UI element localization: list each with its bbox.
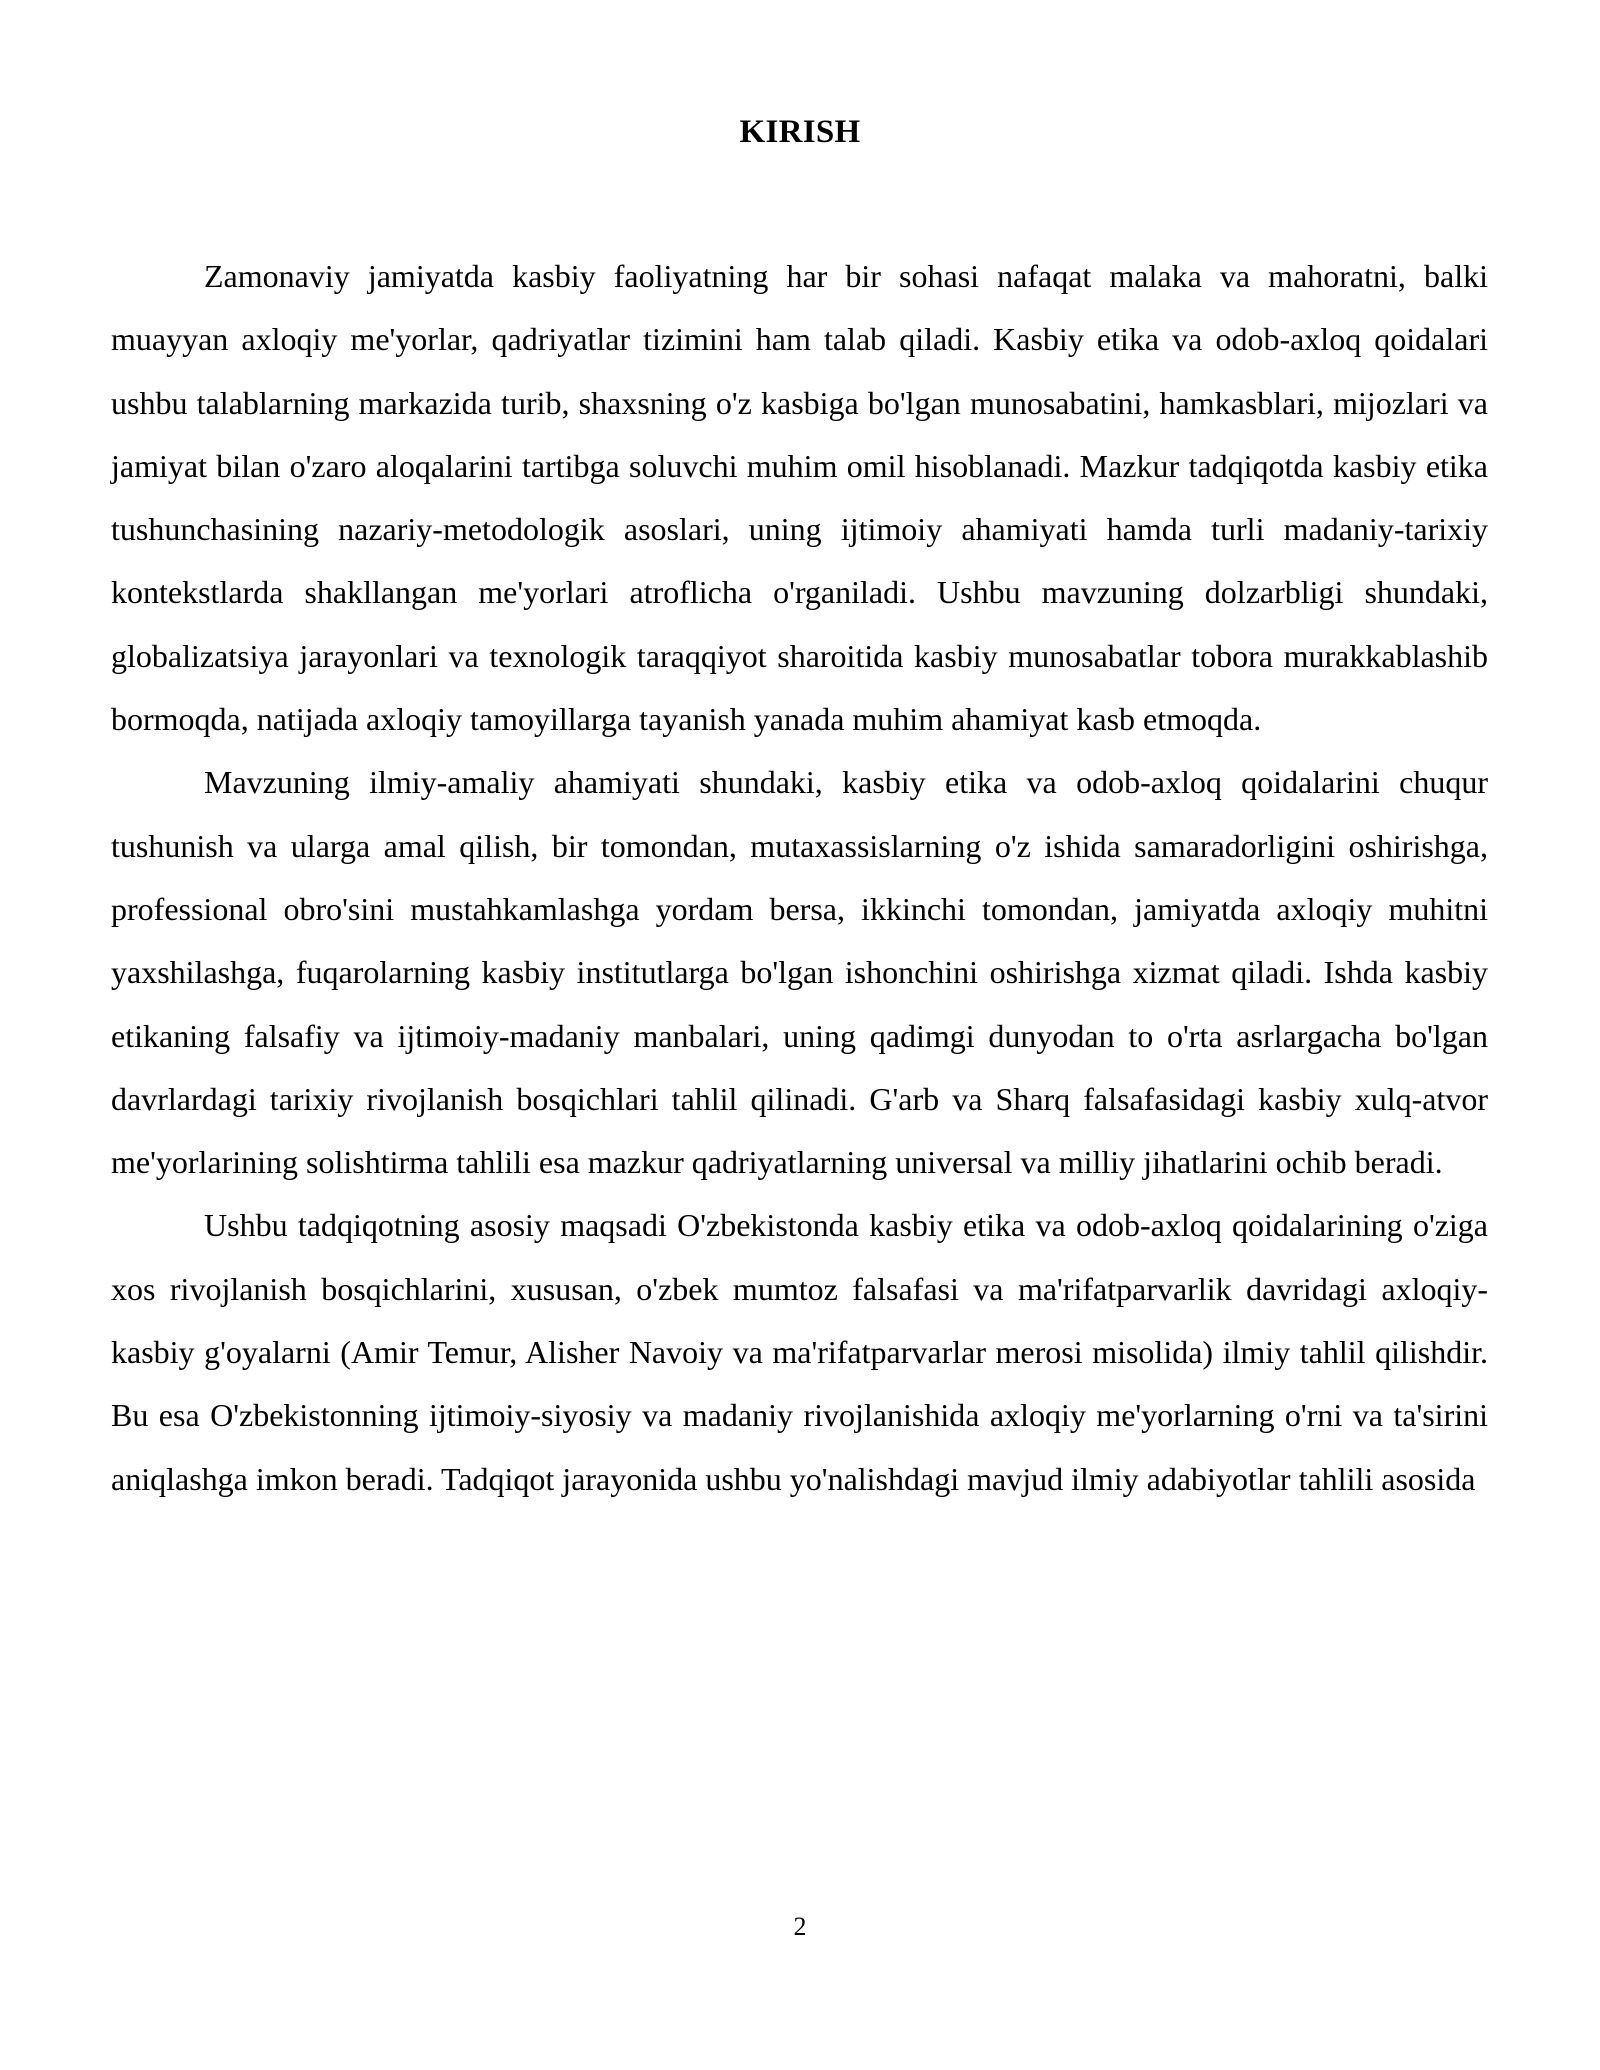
paragraph-1: Zamonaviy jamiyatda kasbiy faoliyatning har bir sohasi nafaqat malaka va mahoratni, balki muayyan axloqiy me'yorlar, qadriyatlar tizimini ham talab qiladi. Kasbiy etika va odob-axloq qoidalari ushbu talablarning markazida turib, shaxsning o'z kasbiga bo'lgan munosabatini, hamkasblari, mijozlari va jamiyat bilan o'zaro aloqalarini tartibga soluvchi muhim omil hisoblanadi. Mazkur tadqiqotda kasbiy etika tushunchasining nazariy-metodologik asoslari, uning ijtimoiy ahamiyati hamda turli madaniy-tarixiy kontekstlarda shakllangan me'yorlari atroflicha o'rganiladi. Ushbu mavzuning dolzarbligi shundaki, globalizatsiya jarayonlari va texnologik taraqqiyot sharoitida kasbiy munosabatlar tobora murakkablashib bormoqda, natijada axloqiy tamoyillarga tayanish yanada muhim ahamiyat kasb etmoqda. [111,258,1488,738]
page-number: 2 [793,1912,807,1941]
paragraph-2: Mavzuning ilmiy-amaliy ahamiyati shundaki, kasbiy etika va odob-axloq qoidalarini chuqur tushunish va ularga amal qilish, bir tomondan, mutaxassislarning o'z ishida samaradorligini oshirishga, professional obro'sini mustahkamlashga yordam bersa, ikkinchi tomondan, jamiyatda axloqiy muhitni yaxshilashga, fuqarolarning kasbiy institutlarga bo'lgan ishonchini oshirishga xizmat qiladi. Ishda kasbiy etikaning falsafiy va ijtimoiy-madaniy manbalari, uning qadimgi dunyodan to o'rta asrlargacha bo'lgan davrlardagi tarixiy rivojlanish bosqichlari tahlil qilinadi. G'arb va Sharq falsafasidagi kasbiy xulq-atvor me'yorlarining solishtirma tahlili esa mazkur qadriyatlarning universal va milliy jihatlarini ochib beradi. [111,764,1488,1181]
section-title: KIRISH [739,114,861,150]
paragraph-3: Ushbu tadqiqotning asosiy maqsadi O'zbekistonda kasbiy etika va odob-axloq qoidalarining o'ziga xos rivojlanish bosqichlarini, xususan, o'zbek mumtoz falsafasi va ma'rifatparvarlik davridagi axloqiy-kasbiy g'oyalarni (Amir Temur, Alisher Navoiy va ma'rifatparvarlar merosi misolida) ilmiy tahlil qilishdir. Bu esa O'zbekistonning ijtimoiy-siyosiy va madaniy rivojlanishida axloqiy me'yorlarning o'rni va ta'sirini aniqlashga imkon beradi. Tadqiqot jarayonida ushbu yo'nalishdagi mavjud ilmiy adabiyotlar tahlili asosida [111,1207,1488,1497]
body-text [111,245,1488,1511]
